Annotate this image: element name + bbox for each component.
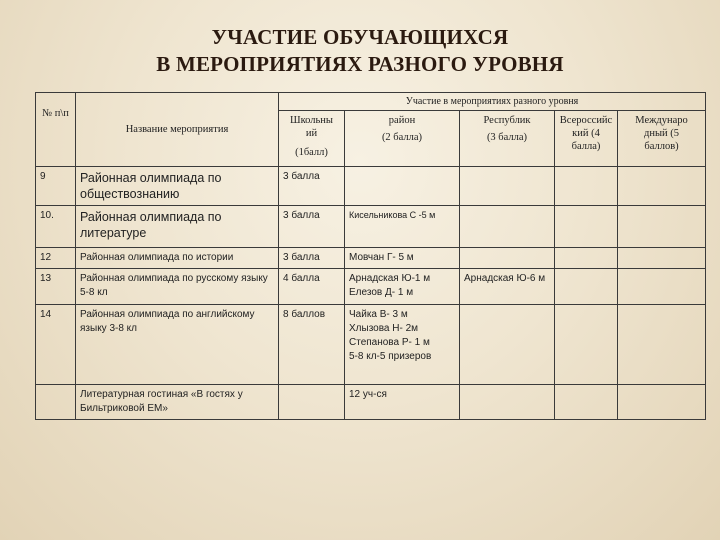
row-district: Чайка В- 3 м Хлызова Н- 2м Степанова Р- 1 м 5-8 кл-5 призеров xyxy=(345,305,460,385)
row-all-russia xyxy=(555,248,618,269)
row-all-russia xyxy=(555,305,618,385)
row-republic xyxy=(460,385,555,420)
row-num: 9 xyxy=(36,167,76,206)
row-district: Мовчан Г- 5 м xyxy=(345,248,460,269)
row-international xyxy=(618,385,706,420)
row-district xyxy=(345,167,460,206)
row-international xyxy=(618,167,706,206)
row-event-name: Районная олимпиада по литературе xyxy=(76,206,279,248)
row-event-name: Районная олимпиада по русскому языку 5-8 кл xyxy=(76,269,279,305)
table-row xyxy=(36,385,706,420)
row-district: 12 уч-ся xyxy=(345,385,460,420)
table-row xyxy=(36,305,706,385)
header-school: Школьны ий (1балл) xyxy=(279,111,345,167)
row-event-name: Литературная гостиная «В гостях у Бильтриковой ЕМ» xyxy=(76,385,279,420)
row-district: Арнадская Ю-1 м Елезов Д- 1 м xyxy=(345,269,460,305)
row-international xyxy=(618,248,706,269)
row-num: 10. xyxy=(36,206,76,248)
participation-table xyxy=(35,92,706,420)
table-row xyxy=(36,206,706,248)
row-event-name: Районная олимпиада по английскому языку 3-8 кл xyxy=(76,305,279,385)
table-row xyxy=(36,269,706,305)
header-num: № п\п xyxy=(36,93,76,167)
row-school-points: 3 балла xyxy=(279,206,345,248)
row-school-points: 8 баллов xyxy=(279,305,345,385)
row-all-russia xyxy=(555,167,618,206)
row-num: 14 xyxy=(36,305,76,385)
row-international xyxy=(618,206,706,248)
header-international: Междунаро дный (5 баллов) xyxy=(618,111,706,167)
row-all-russia xyxy=(555,206,618,248)
row-school-points xyxy=(279,385,345,420)
row-all-russia xyxy=(555,269,618,305)
row-school-points: 3 балла xyxy=(279,248,345,269)
row-num: 12 xyxy=(36,248,76,269)
page-title-line-1: УЧАСТИЕ ОБУЧАЮЩИХСЯ xyxy=(211,25,509,49)
row-republic xyxy=(460,305,555,385)
row-event-name: Районная олимпиада по обществознанию xyxy=(76,167,279,206)
row-international xyxy=(618,305,706,385)
page-title xyxy=(0,24,720,78)
header-row-1 xyxy=(36,93,706,111)
row-event-name: Районная олимпиада по истории xyxy=(76,248,279,269)
table-row xyxy=(36,167,706,206)
row-republic: Арнадская Ю-6 м xyxy=(460,269,555,305)
header-event-name: Название мероприятия xyxy=(76,93,279,167)
row-international xyxy=(618,269,706,305)
table-row xyxy=(36,248,706,269)
row-num: 13 xyxy=(36,269,76,305)
row-school-points: 4 балла xyxy=(279,269,345,305)
row-all-russia xyxy=(555,385,618,420)
header-participation: Участие в мероприятиях разного уровня xyxy=(279,93,706,111)
row-district: Кисельникова С -5 м xyxy=(345,206,460,248)
page-title-line-2: В МЕРОПРИЯТИЯХ РАЗНОГО УРОВНЯ xyxy=(156,52,564,76)
row-republic xyxy=(460,248,555,269)
header-republic: Республик (3 балла) xyxy=(460,111,555,167)
row-num xyxy=(36,385,76,420)
header-all-russia: Всероссийс кий (4 балла) xyxy=(555,111,618,167)
row-republic xyxy=(460,206,555,248)
row-republic xyxy=(460,167,555,206)
header-district: район (2 балла) xyxy=(345,111,460,167)
row-school-points: 3 балла xyxy=(279,167,345,206)
